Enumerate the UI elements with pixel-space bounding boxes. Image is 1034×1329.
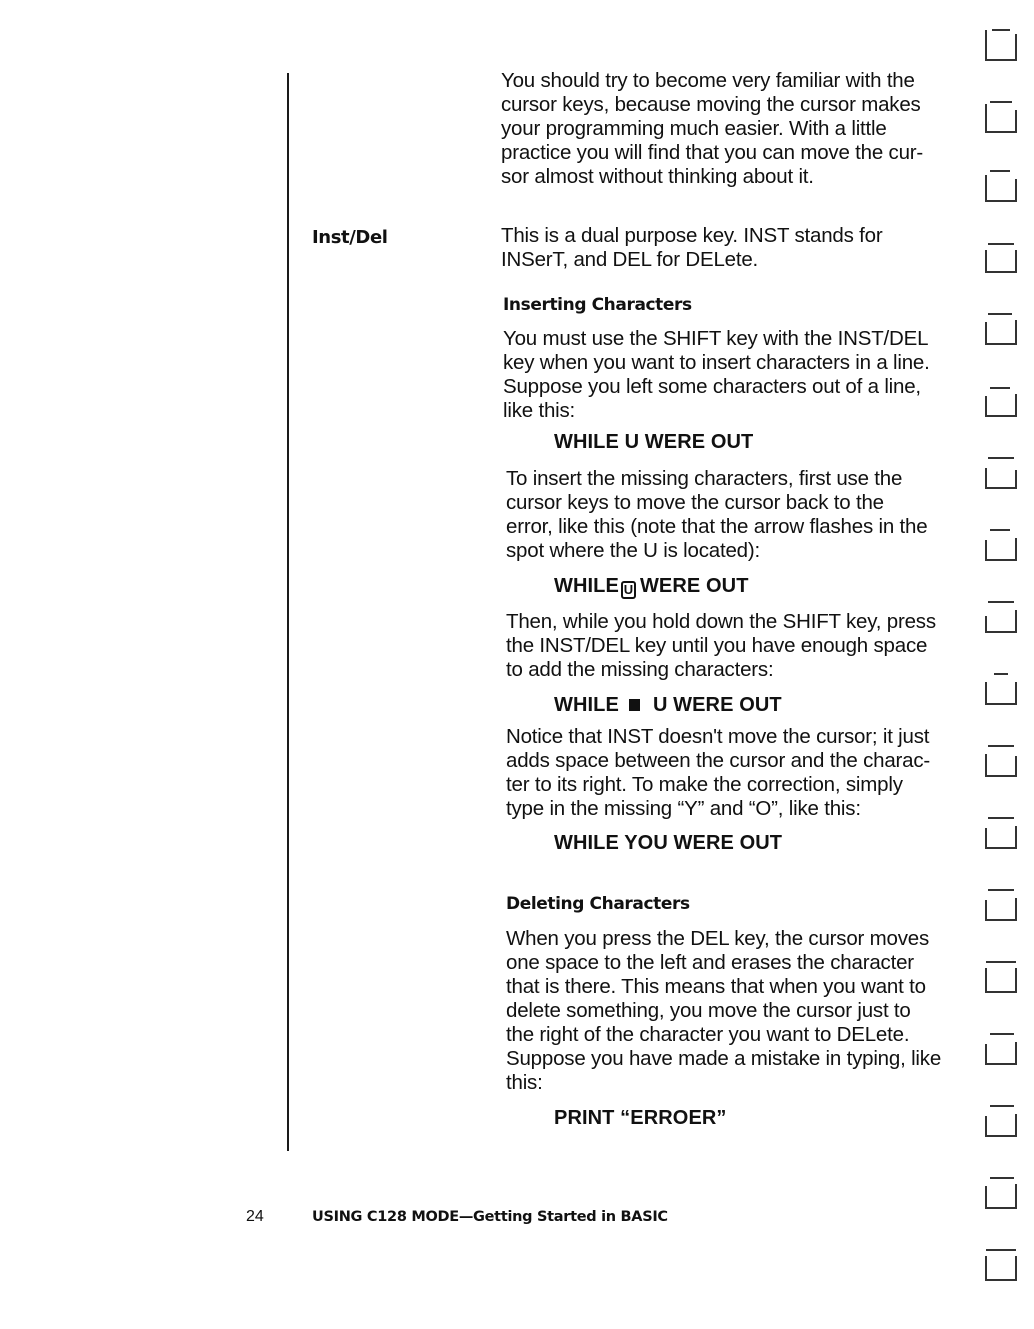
binding-hole-icon — [980, 524, 1020, 568]
text-line: error, like this (note that the arrow flashes in the — [506, 515, 928, 538]
code-example-2 — [554, 575, 749, 599]
code-text: WHILE — [554, 575, 619, 597]
heading-deleting-characters: Deleting Characters — [506, 894, 690, 914]
text-line: You must use the SHIFT key with the INST/DEL — [503, 327, 929, 350]
text-line: sor almost without thinking about it. — [501, 165, 814, 188]
binding-hole-icon — [980, 884, 1020, 928]
text-line: this: — [506, 1071, 543, 1094]
code-text: WHILE — [554, 694, 619, 716]
binding-hole-icon — [980, 452, 1020, 496]
text-line: spot where the U is located): — [506, 539, 760, 562]
heading-inserting-characters: Inserting Characters — [503, 295, 692, 315]
binding-hole-icon — [980, 1100, 1020, 1144]
code-example-delete: PRINT “ERROER” — [554, 1107, 727, 1129]
text-line: your programming much easier. With a little — [501, 117, 887, 140]
text-line: ter to its right. To make the correction, simply — [506, 773, 903, 796]
inserting-para-4 — [506, 725, 930, 821]
text-line: the right of the character you want to DELete. — [506, 1023, 910, 1046]
code-text: WERE OUT — [639, 575, 749, 597]
text-line: that is there. This means that when you want to — [506, 975, 926, 998]
text-line: Notice that INST doesn't move the cursor; it just — [506, 725, 930, 748]
text-line: one space to the left and erases the character — [506, 951, 914, 974]
binding-hole-icon — [980, 596, 1020, 640]
text-line: Suppose you have made a mistake in typing, like — [506, 1047, 942, 1070]
page-number: 24 — [246, 1208, 264, 1225]
text-line: You should try to become very familiar with the — [501, 69, 915, 92]
text-line: To insert the missing characters, first use the — [506, 467, 903, 490]
binding-hole-icon — [980, 24, 1020, 68]
running-title: USING C128 MODE—Getting Started in BASIC — [312, 1209, 668, 1225]
inserting-para-1 — [503, 327, 930, 423]
text-line: cursor keys, because moving the cursor makes — [501, 93, 921, 116]
margin-rule — [287, 73, 289, 1151]
cursor-square-icon — [629, 699, 640, 711]
text-line: When you press the DEL key, the cursor moves — [506, 927, 930, 950]
inserting-para-3 — [506, 610, 936, 682]
code-text: U WERE OUT — [652, 694, 782, 716]
binding-hole-icon — [980, 380, 1020, 424]
deleting-para-1 — [506, 927, 941, 1095]
text-line: to add the missing characters: — [506, 658, 774, 681]
binding-hole-icon — [980, 165, 1020, 209]
text-line: delete something, you move the cursor just to — [506, 999, 911, 1022]
text-line: adds space between the cursor and the charac- — [506, 749, 931, 772]
text-line: INSerT, and DEL for DELete. — [501, 248, 759, 271]
binding-hole-icon — [980, 1244, 1020, 1288]
binding-hole-icon — [980, 956, 1020, 1000]
binding-hole-icon — [980, 236, 1020, 280]
text-line: key when you want to insert characters in a line. — [503, 351, 930, 374]
text-line: like this: — [503, 399, 576, 422]
inst-del-intro — [501, 224, 882, 272]
cursor-block-icon: U — [621, 581, 636, 599]
binding-hole-icon — [980, 308, 1020, 352]
binding-hole-icon — [980, 1028, 1020, 1072]
binding-hole-icon — [980, 96, 1020, 140]
text-line: practice you will find that you can move the cur- — [501, 141, 924, 164]
text-line: This is a dual purpose key. INST stands for — [501, 224, 883, 247]
binding-hole-icon — [980, 1172, 1020, 1216]
binding-hole-icon — [980, 668, 1020, 712]
binding-hole-icon — [980, 812, 1020, 856]
text-line: cursor keys to move the cursor back to the — [506, 491, 884, 514]
text-line: type in the missing “Y” and “O”, like this: — [506, 797, 861, 820]
side-heading-inst-del: Inst/Del — [312, 227, 388, 248]
text-line: the INST/DEL key until you have enough space — [506, 634, 928, 657]
intro-paragraph — [501, 69, 923, 189]
text-line: Suppose you left some characters out of a line, — [503, 375, 921, 398]
code-example-4: WHILE YOU WERE OUT — [554, 832, 783, 854]
text-line: Then, while you hold down the SHIFT key, press — [506, 610, 936, 633]
code-example-1: WHILE U WERE OUT — [554, 431, 754, 453]
code-example-3 — [554, 694, 782, 717]
binding-hole-icon — [980, 740, 1020, 784]
inserting-para-2 — [506, 467, 927, 563]
